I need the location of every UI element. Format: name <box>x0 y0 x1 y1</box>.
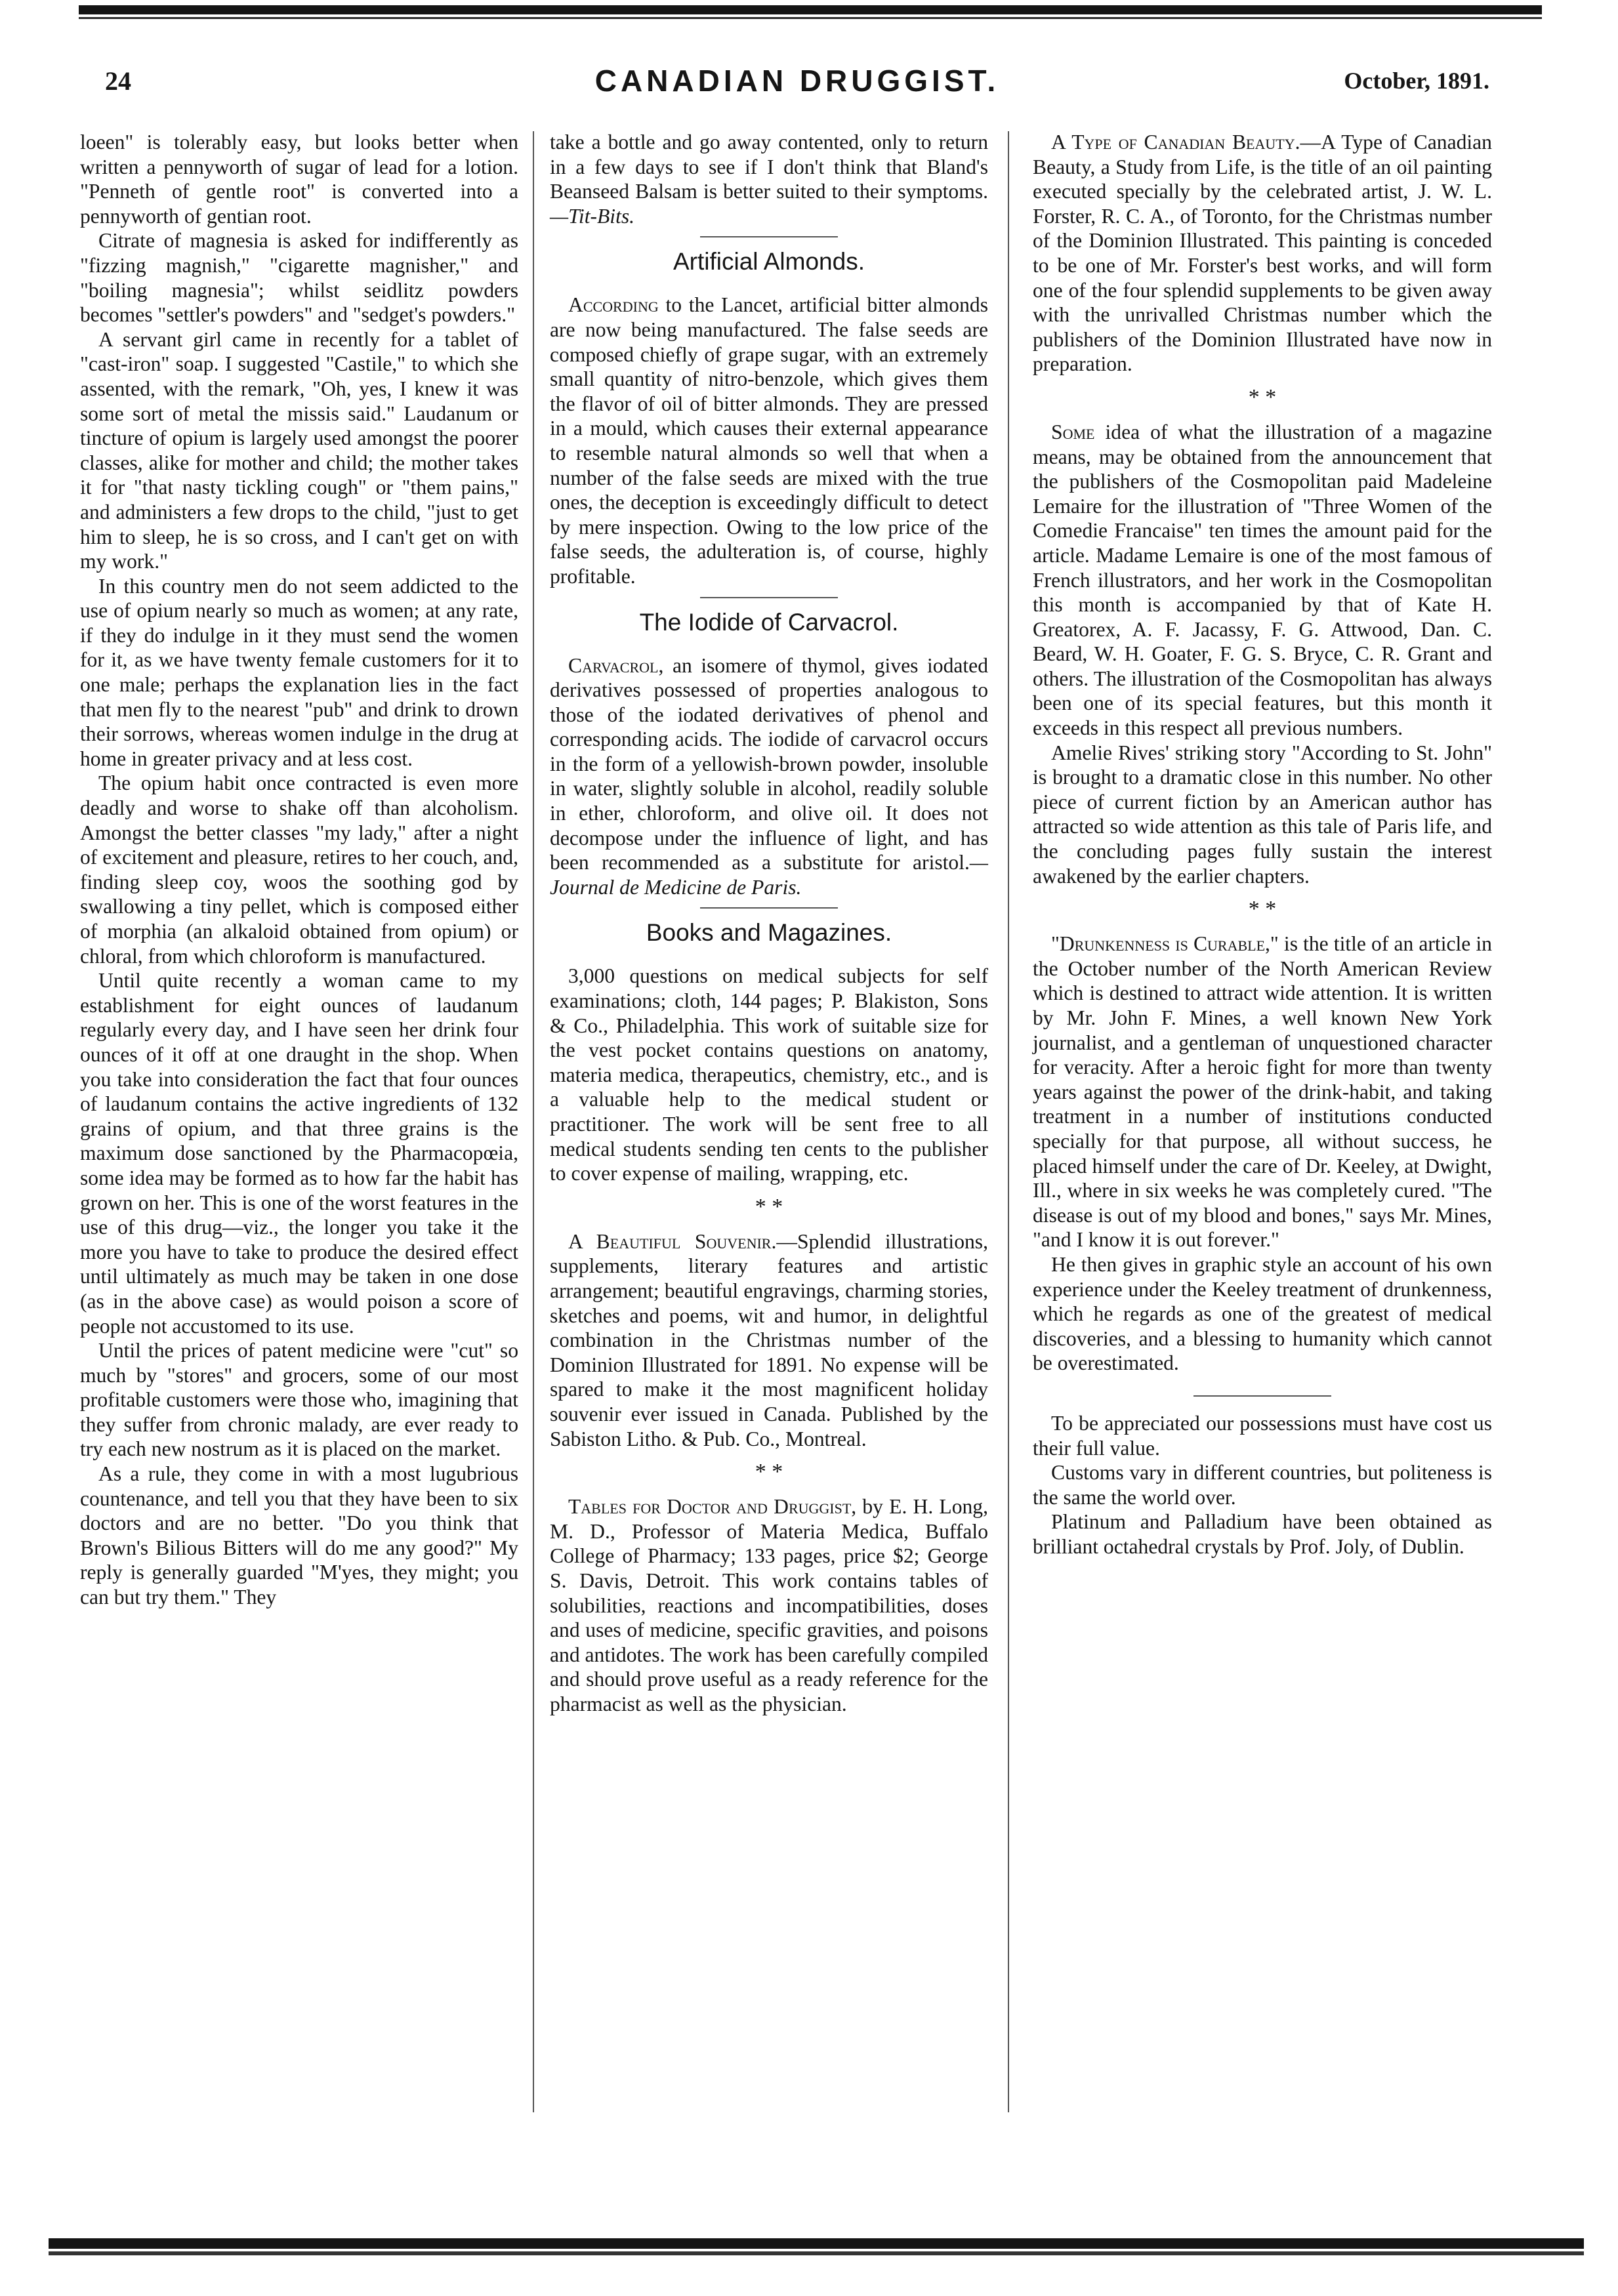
paragraph: A Beautiful Souvenir.—Splendid illustrations, supplements, literary features and artistic arrangement; beautiful engravings, charming stories, sketches and poems, wit and humor, in delightful combination in the Christmas number of the Dominion Illustrated for 1891. No expense will be spared to make it the most magnificent holiday souvenir ever issued in Canada. Published by the Sabiston Litho. & Pub. Co., Montreal. <box>550 1229 988 1450</box>
paragraph: The opium habit once contracted is even more deadly and worse to shake off than alcoholism. Amongst the better classes "my lady," after a night of excitement and pleasure, retires to her couch, and, finding sleep coy, woos the soothing god by swallowing a tiny pellet, which is composed either of morphia (an alkaloid obtained from opium) or chloral, from which chloroform is manufactured. <box>80 771 518 968</box>
paragraph: A servant girl came in recently for a tablet of "cast-iron" soap. I suggested "Castile," to which she assented, with the remark, "Oh, yes, I knew it was some sort of metal the missis said." Laudanum or tincture of opium is largely used amongst the poorer classes, alike for mother and child; the mother takes it for "that nasty tickling cough" or "them pains," and administers a few drops to the child, "just to get him to sleep, he is so cross, and I can't get on with my work." <box>80 327 518 573</box>
paragraph: To be appreciated our possessions must have cost us their full value. <box>1033 1411 1492 1460</box>
asterism: * * <box>1248 384 1277 409</box>
column-2 <box>550 130 988 1716</box>
paragraph: Carvacrol, an isomere of thymol, gives iodated derivatives possessed of properties analogous to those of the iodated derivatives of phenol and corresponding acids. The iodide of carvacrol occurs in the form of a yellowish-brown powder, insoluble in water, slightly soluble in alcohol, readily soluble in ether, chloroform, and olive oil. It does not decompose under the influence of light, and has been recommended as a substitute for aristol.—Journal de Medicine de Paris. <box>550 653 988 899</box>
column-3 <box>1033 130 1492 1559</box>
paragraph: Customs vary in different countries, but politeness is the same the world over. <box>1033 1461 1492 1509</box>
asterism: * * <box>755 1194 783 1219</box>
heading-artificial-almonds: Artificial Almonds. <box>673 248 865 276</box>
heading-books-and-magazines: Books and Magazines. <box>646 919 892 947</box>
bottom-border-rule <box>49 2238 1584 2249</box>
asterism: * * <box>755 1460 783 1485</box>
paragraph: He then gives in graphic style an account of his own experience under the Keeley treatment of drunkenness, which he regards as one of the greatest of medical discoveries, and a blessing to humanity which cannot be overestimated. <box>1033 1252 1492 1375</box>
paragraph: As a rule, they come in with a most lugubrious countenance, and tell you that they have been to six doctors and are no better. "Do you think that Brown's Bilious Bitters will do me any good?" My reply is generally guarded "M'yes, they might; you can but try them." They <box>80 1462 518 1609</box>
paragraph: Until the prices of patent medicine were "cut" so much by "stores" and grocers, some of our most profitable customers were those who, imagining that they suffer from chronic malady, are ever ready to try each new nostrum as it is placed on the market. <box>80 1339 518 1461</box>
section-divider <box>1193 1395 1331 1397</box>
heading-iodide-of-carvacrol: The Iodide of Carvacrol. <box>639 608 899 636</box>
paragraph: Amelie Rives' striking story "According to St. John" is brought to a dramatic close in this number. No other piece of current fiction by an American author has attracted so wide attention as this tale of Paris life, and the concluding pages fully sustain the interest awakened by the earlier chapters. <box>1033 741 1492 888</box>
paragraph: Tables for Doctor and Druggist, by E. H. Long, M. D., Professor of Materia Medica, Buffalo College of Pharmacy; 133 pages, price $2; George S. Davis, Detroit. This work contains tables of solubilities, reactions and incompatibilities, doses and uses of medicine, specific gravities, and poisons and antidotes. The work has been carefully compiled and should prove useful as a ready reference for the pharmacist as well as the physician. <box>550 1495 989 1715</box>
issue-date: October, 1891. <box>1344 68 1489 94</box>
paragraph: take a bottle and go away contented, only to return in a few days to see if I don't think that Bland's Beanseed Balsam is better suited to their symptoms.—Tit-Bits. <box>550 131 988 228</box>
paragraph: loeen" is tolerably easy, but looks better when written a pennyworth of sugar of lead for a lotion. "Penneth of gentle root" is converted into a pennyworth of gentian root. <box>80 131 518 228</box>
top-border-rule <box>79 5 1542 14</box>
paragraph: Platinum and Palladium have been obtained as brilliant octahedral crystals by Prof. Joly, of Dublin. <box>1033 1510 1492 1558</box>
section-divider <box>700 597 838 598</box>
column-1 <box>80 130 518 1610</box>
journal-title: CANADIAN DRUGGIST. <box>594 64 1000 98</box>
asterism: * * <box>1248 897 1277 922</box>
section-divider <box>700 907 838 909</box>
column-divider-1 <box>533 131 534 2112</box>
paragraph: Until quite recently a woman came to my establishment for eight ounces of laudanum regularly every day, and I have seen her drink four ounces of it off at one draught in the shop. When you take into consideration the fact that four ounces of laudanum contains the active ingredients of 132 grains of opium, and that three grains is the maximum dose sanctioned by the Pharmacopœia, some idea may be formed as to how far the habit has grown on her. This is one of the worst features in the use of this drug—viz., the longer you take it the more you have to take to produce the desired effect until ultimately as much may be taken in one dose (as in the above case) as would poison a score of people not accustomed to its use. <box>80 969 518 1338</box>
page-number: 24 <box>105 66 131 96</box>
top-border-thin-rule <box>79 17 1542 19</box>
source-credit: —Tit-Bits. <box>550 204 635 228</box>
source-credit: —Journal de Medicine de Paris. <box>550 851 988 899</box>
paragraph: According to the Lancet, artificial bitter almonds are now being manufactured. The false seeds are composed chiefly of grape sugar, with an extremely small quantity of nitro-benzole, which gives them the flavor of oil of bitter almonds. They are pressed in a mould, which causes their external appearance to resemble natural almonds so well that when a number of the false seeds are mixed with the true ones, the deception is exceedingly difficult to detect by mere inspection. Owing to the low price of the false seeds, the adulteration is, of course, highly profitable. <box>550 293 988 588</box>
paragraph: A Type of Canadian Beauty.—A Type of Canadian Beauty, a Study from Life, is the title of an oil painting executed specially by the celebrated artist, J. W. L. Forster, R. C. A., of Toronto, for the Christmas number of the Dominion Illustrated. This painting is conceded to be one of Mr. Forster's best works, and will form one of the four splendid supplements to be given away with the unrivalled Christmas number which the publishers of the Dominion Illustrated have now in preparation. <box>1033 131 1492 376</box>
page-header <box>105 66 1489 118</box>
paragraph: 3,000 questions on medical subjects for self examinations; cloth, 144 pages; P. Blakiston, Sons & Co., Philadelphia. This work of suitable size for the vest pocket contains questions on anatomy, materia medica, therapeutics, chemistry, etc., and is a valuable help to the medical student or practitioner. The work will be sent free to all medical students sending ten cents to the publisher to cover expense of mailing, wrapping, etc. <box>550 964 988 1185</box>
column-divider-2 <box>1008 131 1009 2112</box>
bottom-border-thin-rule <box>49 2251 1584 2255</box>
section-divider <box>700 236 838 237</box>
paragraph: "Drunkenness is Curable," is the title of an article in the October number of the North American Review which is destined to attract wide attention. It is written by Mr. John F. Mines, a well known New York journalist, and a gentleman of unquestioned character for veracity. After a heroic fight for more than twenty years against the power of the drink-habit, and taking treatment in a number of institutions conducted specially for that purpose, all without success, he placed himself under the care of Dr. Keeley, at Dwight, Ill., where in six weeks he was completely cured. "The disease is out of my blood and bones," says Mr. Mines, "and I know it is out forever." <box>1033 932 1492 1252</box>
paragraph: Some idea of what the illustration of a magazine means, may be obtained from the announcement that the publishers of the Cosmopolitan paid Madeleine Lemaire for the illustration of "Three Women of the Comedie Francaise" ten times the amount paid for the article. Madame Lemaire is one of the most famous of French illustrators, and her work in the Cosmopolitan this month is accompanied by that of Kate H. Greatorex, A. F. Jacassy, F. G. Attwood, Dan. C. Beard, W. H. Goater, F. G. S. Bryce, C. R. Grant and others. The illustration of the Cosmopolitan has always been one of its special features, but this month it exceeds in this respect all previous numbers. <box>1033 420 1492 740</box>
paragraph: In this country men do not seem addicted to the use of opium nearly so much as women; at any rate, if they do indulge in it they must send the women for it, as we have twenty female customers for it to one male; perhaps the explanation lies in the fact that men fly to the nearest "pub" and drink to drown their sorrows, whereas women indulge in the drug at home in greater privacy and at less cost. <box>80 574 518 770</box>
paragraph: Citrate of magnesia is asked for indifferently as "fizzing magnish," "cigarette magnisher," and "boiling magnesia"; whilst seidlitz powders becomes "settler's powders" and "sedget's powders." <box>80 229 518 327</box>
